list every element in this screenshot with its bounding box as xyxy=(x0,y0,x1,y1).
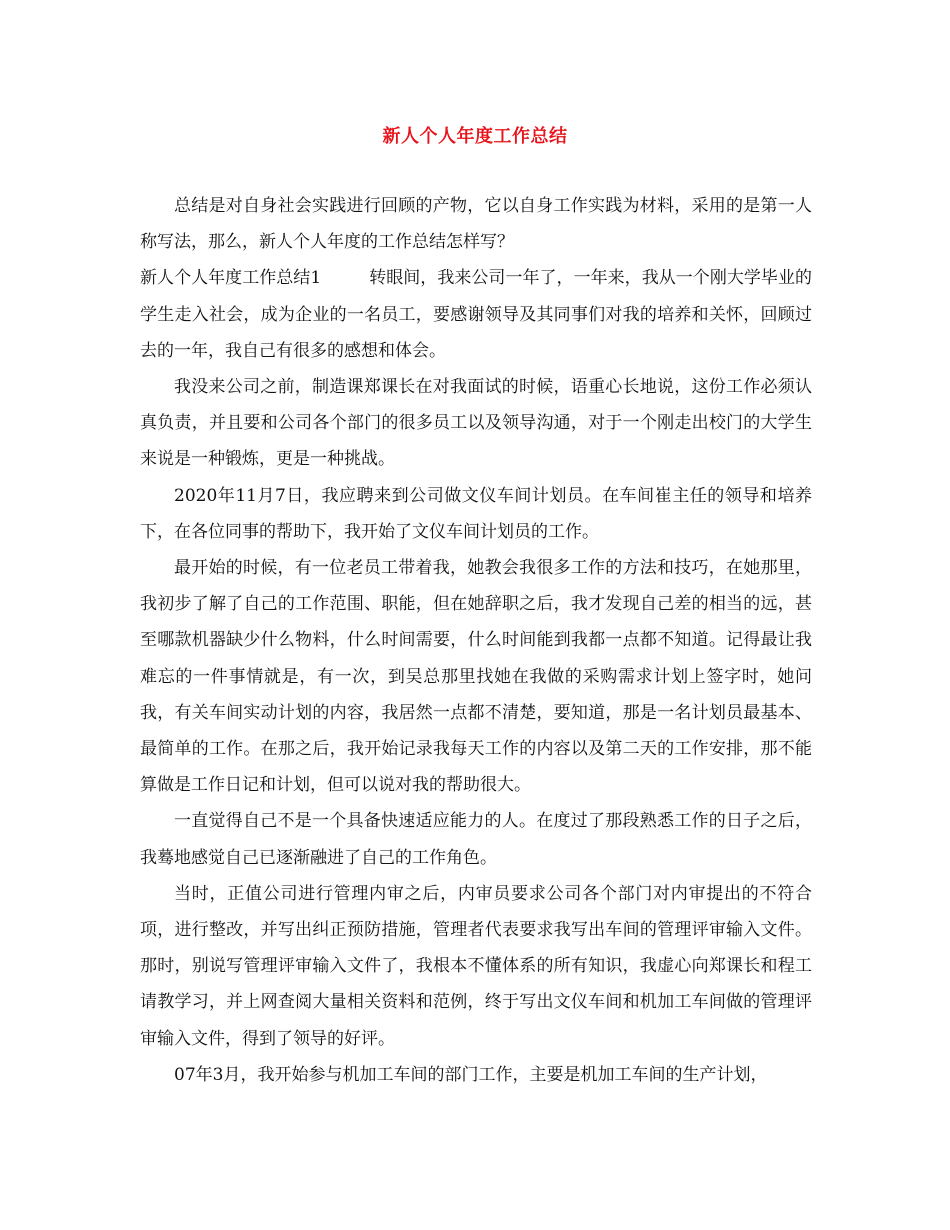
body-paragraph: 当时，正值公司进行管理内审之后，内审员要求公司各个部门对内审提出的不符合项，进行整改，并写出纠正预防措施，管理者代表要求我写出车间的管理评审输入文件。那时，别说写管理评审输入文件了，我根本不懂体系的所有知识，我虚心向郑课长和程工请教学习，并上网查阅大量相关资料和范例，终于写出文仪车间和机加工车间做的管理评审输入文件，得到了领导的好评。 xyxy=(140,883,812,1049)
body-paragraph: 最开始的时候，有一位老员工带着我，她教会我很多工作的方法和技巧，在她那里，我初步了解了自己的工作范围、职能，但在她辞职之后，我才发现自己差的相当的远，甚至哪款机器缺少什么物料，什么时间需要，什么时间能到我都一点都不知道。记得最让我难忘的一件事情就是，有一次，到吴总那里找她在我做的采购需求计划上签字时，她问我，有关车间实动计划的内容，我居然一点都不清楚，要知道，那是一名计划员最基本、最简单的工作。在那之后，我开始记录我每天工作的内容以及第二天的工作安排，那不能算做是工作日记和计划，但可以说对我的帮助很大。 xyxy=(140,558,812,796)
document-title: 新人个人年度工作总结 xyxy=(382,126,568,147)
section-first-text: 转眼间，我来公司一年了，一年来，我从一个刚大学毕业的学生走入社会，成为企业的一名员工，要感谢领导及其同事们对我的培养和关怀，回顾过去的一年，我自己有很多的感想和体会。 xyxy=(140,268,813,361)
body-paragraph: 2020年11月7日，我应聘来到公司做文仪车间计划员。在车间崔主任的领导和培养下，在各位同事的帮助下，我开始了文仪车间计划员的工作。 xyxy=(140,485,812,542)
body-paragraph: 07年3月，我开始参与机加工车间的部门工作，主要是机加工车间的生产计划， xyxy=(174,1064,768,1085)
section-heading: 新人个人年度工作总结1 xyxy=(140,268,322,289)
section-paragraph xyxy=(140,260,812,369)
document-body xyxy=(140,188,812,1093)
intro-paragraph: 总结是对自身社会实践进行回顾的产物，它以自身工作实践为材料，采用的是第一人称写法，那么，新人个人年度的工作总结怎样写？ xyxy=(140,196,812,253)
body-paragraph: 一直觉得自己不是一个具备快速适应能力的人。在度过了那段熟悉工作的日子之后，我蓦地感觉自己已逐渐融进了自己的工作角色。 xyxy=(140,811,812,868)
body-paragraph: 我没来公司之前，制造课郑课长在对我面试的时候，语重心长地说，这份工作必须认真负责，并且要和公司各个部门的很多员工以及领导沟通，对于一个刚走出校门的大学生来说是一种锻炼，更是一种挑战。 xyxy=(140,377,812,470)
